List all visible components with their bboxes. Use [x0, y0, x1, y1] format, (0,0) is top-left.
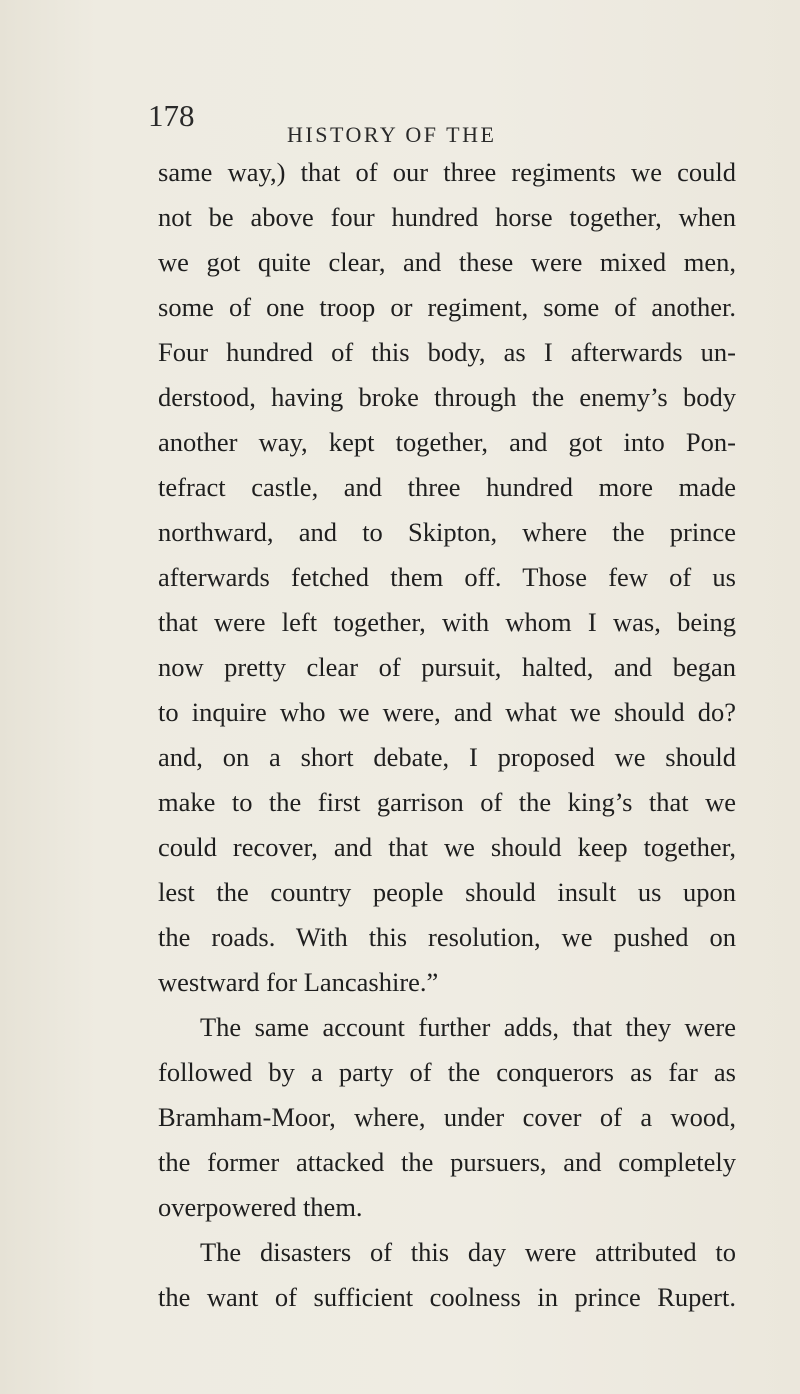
running-title: HISTORY OF THE	[287, 122, 497, 147]
text-line: tefract castle, and three hundred more made	[158, 472, 736, 502]
text-line: overpowered them.	[158, 1192, 363, 1222]
text-line: lest the country people should insult us upon	[158, 877, 736, 907]
text-line: make to the first garrison of the king’s that we	[158, 787, 736, 817]
text-line: Bramham-Moor, where, under cover of a wood,	[158, 1102, 736, 1132]
text-line: the former attacked the pursuers, and completely	[158, 1147, 736, 1177]
text-line: we got quite clear, and these were mixed men,	[158, 247, 736, 277]
body-text	[158, 150, 736, 1320]
text-line: westward for Lancashire.”	[158, 967, 439, 997]
text-line: could recover, and that we should keep together,	[158, 832, 736, 862]
text-line: not be above four hundred horse together, when	[158, 202, 736, 232]
text-line: the roads. With this resolution, we pushed on	[158, 922, 736, 952]
text-line: northward, and to Skipton, where the prince	[158, 517, 736, 547]
text-line: followed by a party of the conquerors as far as	[158, 1057, 736, 1087]
text-line: now pretty clear of pursuit, halted, and began	[158, 652, 736, 682]
text-line: that were left together, with whom I was, being	[158, 607, 736, 637]
text-line: the want of sufficient coolness in prince Rupert.	[158, 1282, 736, 1312]
text-line: to inquire who we were, and what we should do?	[158, 697, 736, 727]
text-line: derstood, having broke through the enemy’s body	[158, 382, 736, 412]
text-line: afterwards fetched them off. Those few of us	[158, 562, 736, 592]
page-number: 178	[148, 98, 195, 133]
text-line: and, on a short debate, I proposed we should	[158, 742, 736, 772]
text-line: Four hundred of this body, as I afterwards un-	[158, 337, 736, 367]
text-line: The disasters of this day were attributed to	[200, 1237, 736, 1267]
page-header	[148, 98, 748, 147]
text-line: some of one troop or regiment, some of another.	[158, 292, 736, 322]
text-line: same way,) that of our three regiments we could	[158, 157, 736, 187]
text-line: The same account further adds, that they were	[200, 1012, 736, 1042]
text-line: another way, kept together, and got into Pon-	[158, 427, 736, 457]
